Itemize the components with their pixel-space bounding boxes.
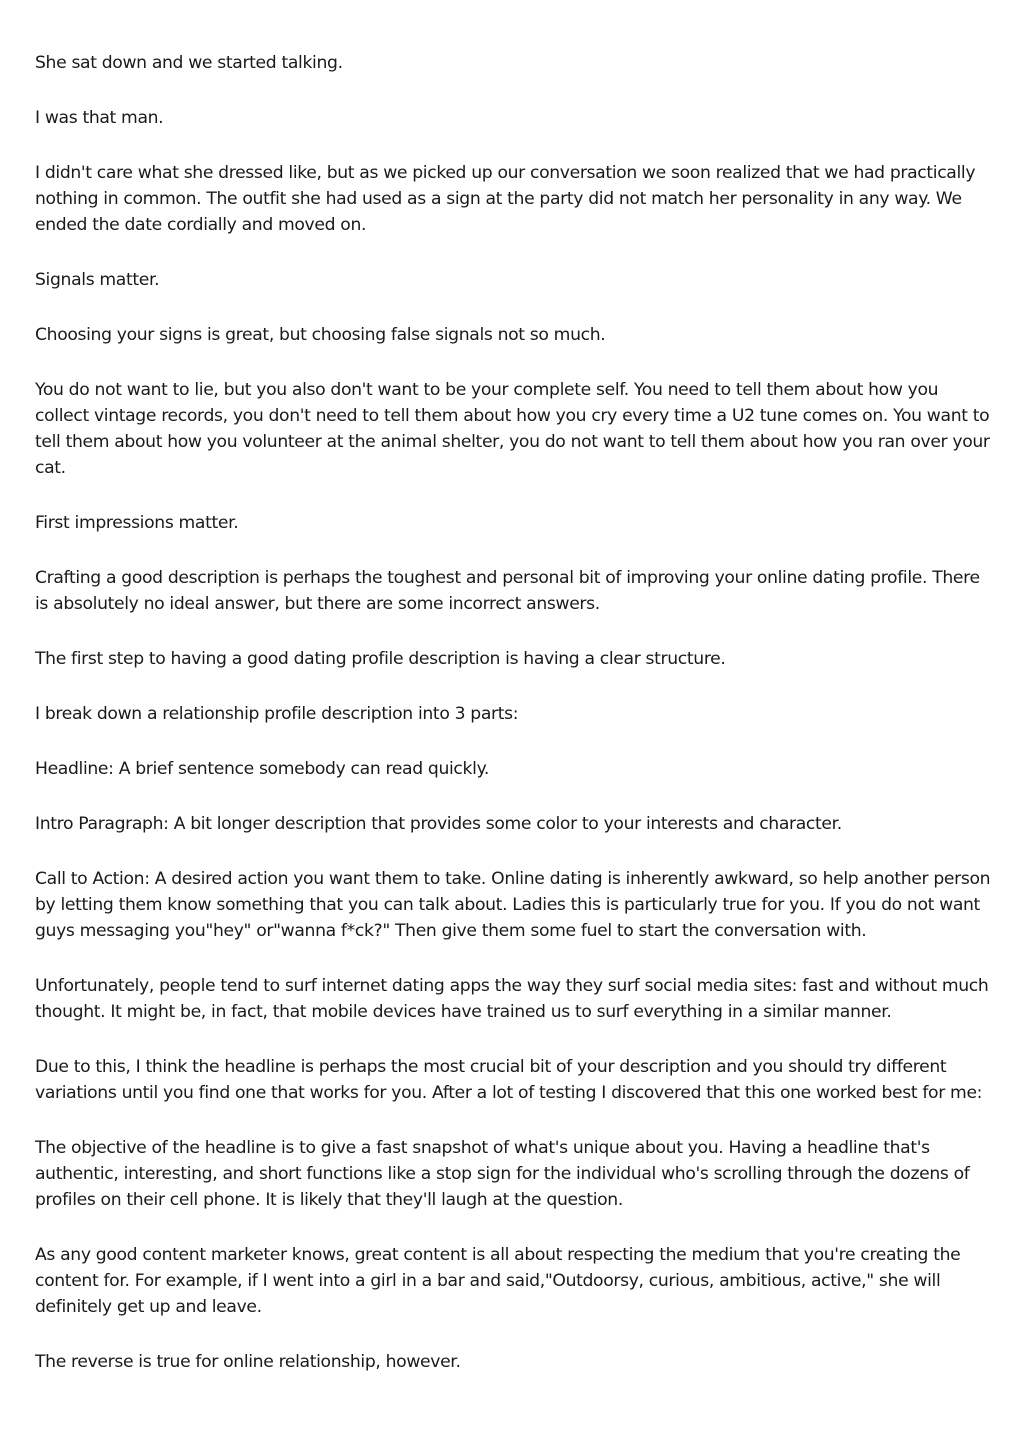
paragraph: First impressions matter. [35,513,239,533]
paragraph: Unfortunately, people tend to surf internet dating apps the way they surf social media sites: fast and without much thought. It might be, in fact, that mobile devices have trained us to surf everything in a similar manner. [35,976,989,1022]
paragraph: As any good content marketer knows, great content is all about respecting the medium that you're creating the content for. For example, if I went into a girl in a bar and said,"Outdoorsy, curious, ambitious, active," she will definitely get up and leave. [35,1245,961,1317]
paragraph: I was that man. [35,108,164,128]
paragraph: Choosing your signs is great, but choosing false signals not so much. [35,325,606,345]
paragraph: Crafting a good description is perhaps the toughest and personal bit of improving your online dating profile. There is absolutely no ideal answer, but there are some incorrect answers. [35,568,980,614]
paragraph: Intro Paragraph: A bit longer description that provides some color to your interests and character. [35,814,842,834]
paragraph: The objective of the headline is to give a fast snapshot of what's unique about you. Having a headline that's authentic, interesting, and short functions like a stop sign for the individual who's scrolling through the dozens of profiles on their cell phone. It is likely that they'll laugh at the question. [35,1138,970,1210]
paragraph: The reverse is true for online relationship, however. [35,1352,461,1372]
paragraph: The first step to having a good dating profile description is having a clear structure. [35,649,726,669]
paragraph: Call to Action: A desired action you want them to take. Online dating is inherently awkward, so help another person by letting them know something that you can talk about. Ladies this is particularly true for you. If you do not want guys messaging you"hey" or"wanna f*ck?" Then give them some fuel to start the conversation with. [35,869,991,941]
paragraph: Signals matter. [35,270,160,290]
document-body [35,50,995,1404]
paragraph: You do not want to lie, but you also don't want to be your complete self. You need to tell them about how you collect vintage records, you don't need to tell them about how you cry every time a U2 tune comes on. You want to tell them about how you volunteer at the animal shelter, you do not want to tell them about how you ran over your cat. [35,380,990,478]
paragraph: Headline: A brief sentence somebody can read quickly. [35,759,490,779]
paragraph: I break down a relationship profile description into 3 parts: [35,704,519,724]
paragraph: She sat down and we started talking. [35,53,343,73]
paragraph: Due to this, I think the headline is perhaps the most crucial bit of your description and you should try different variations until you find one that works for you. After a lot of testing I discovered that this one worked best for me: [35,1057,983,1103]
paragraph: I didn't care what she dressed like, but as we picked up our conversation we soon realized that we had practically nothing in common. The outfit she had used as a sign at the party did not match her personality in any way. We ended the date cordially and moved on. [35,163,976,235]
